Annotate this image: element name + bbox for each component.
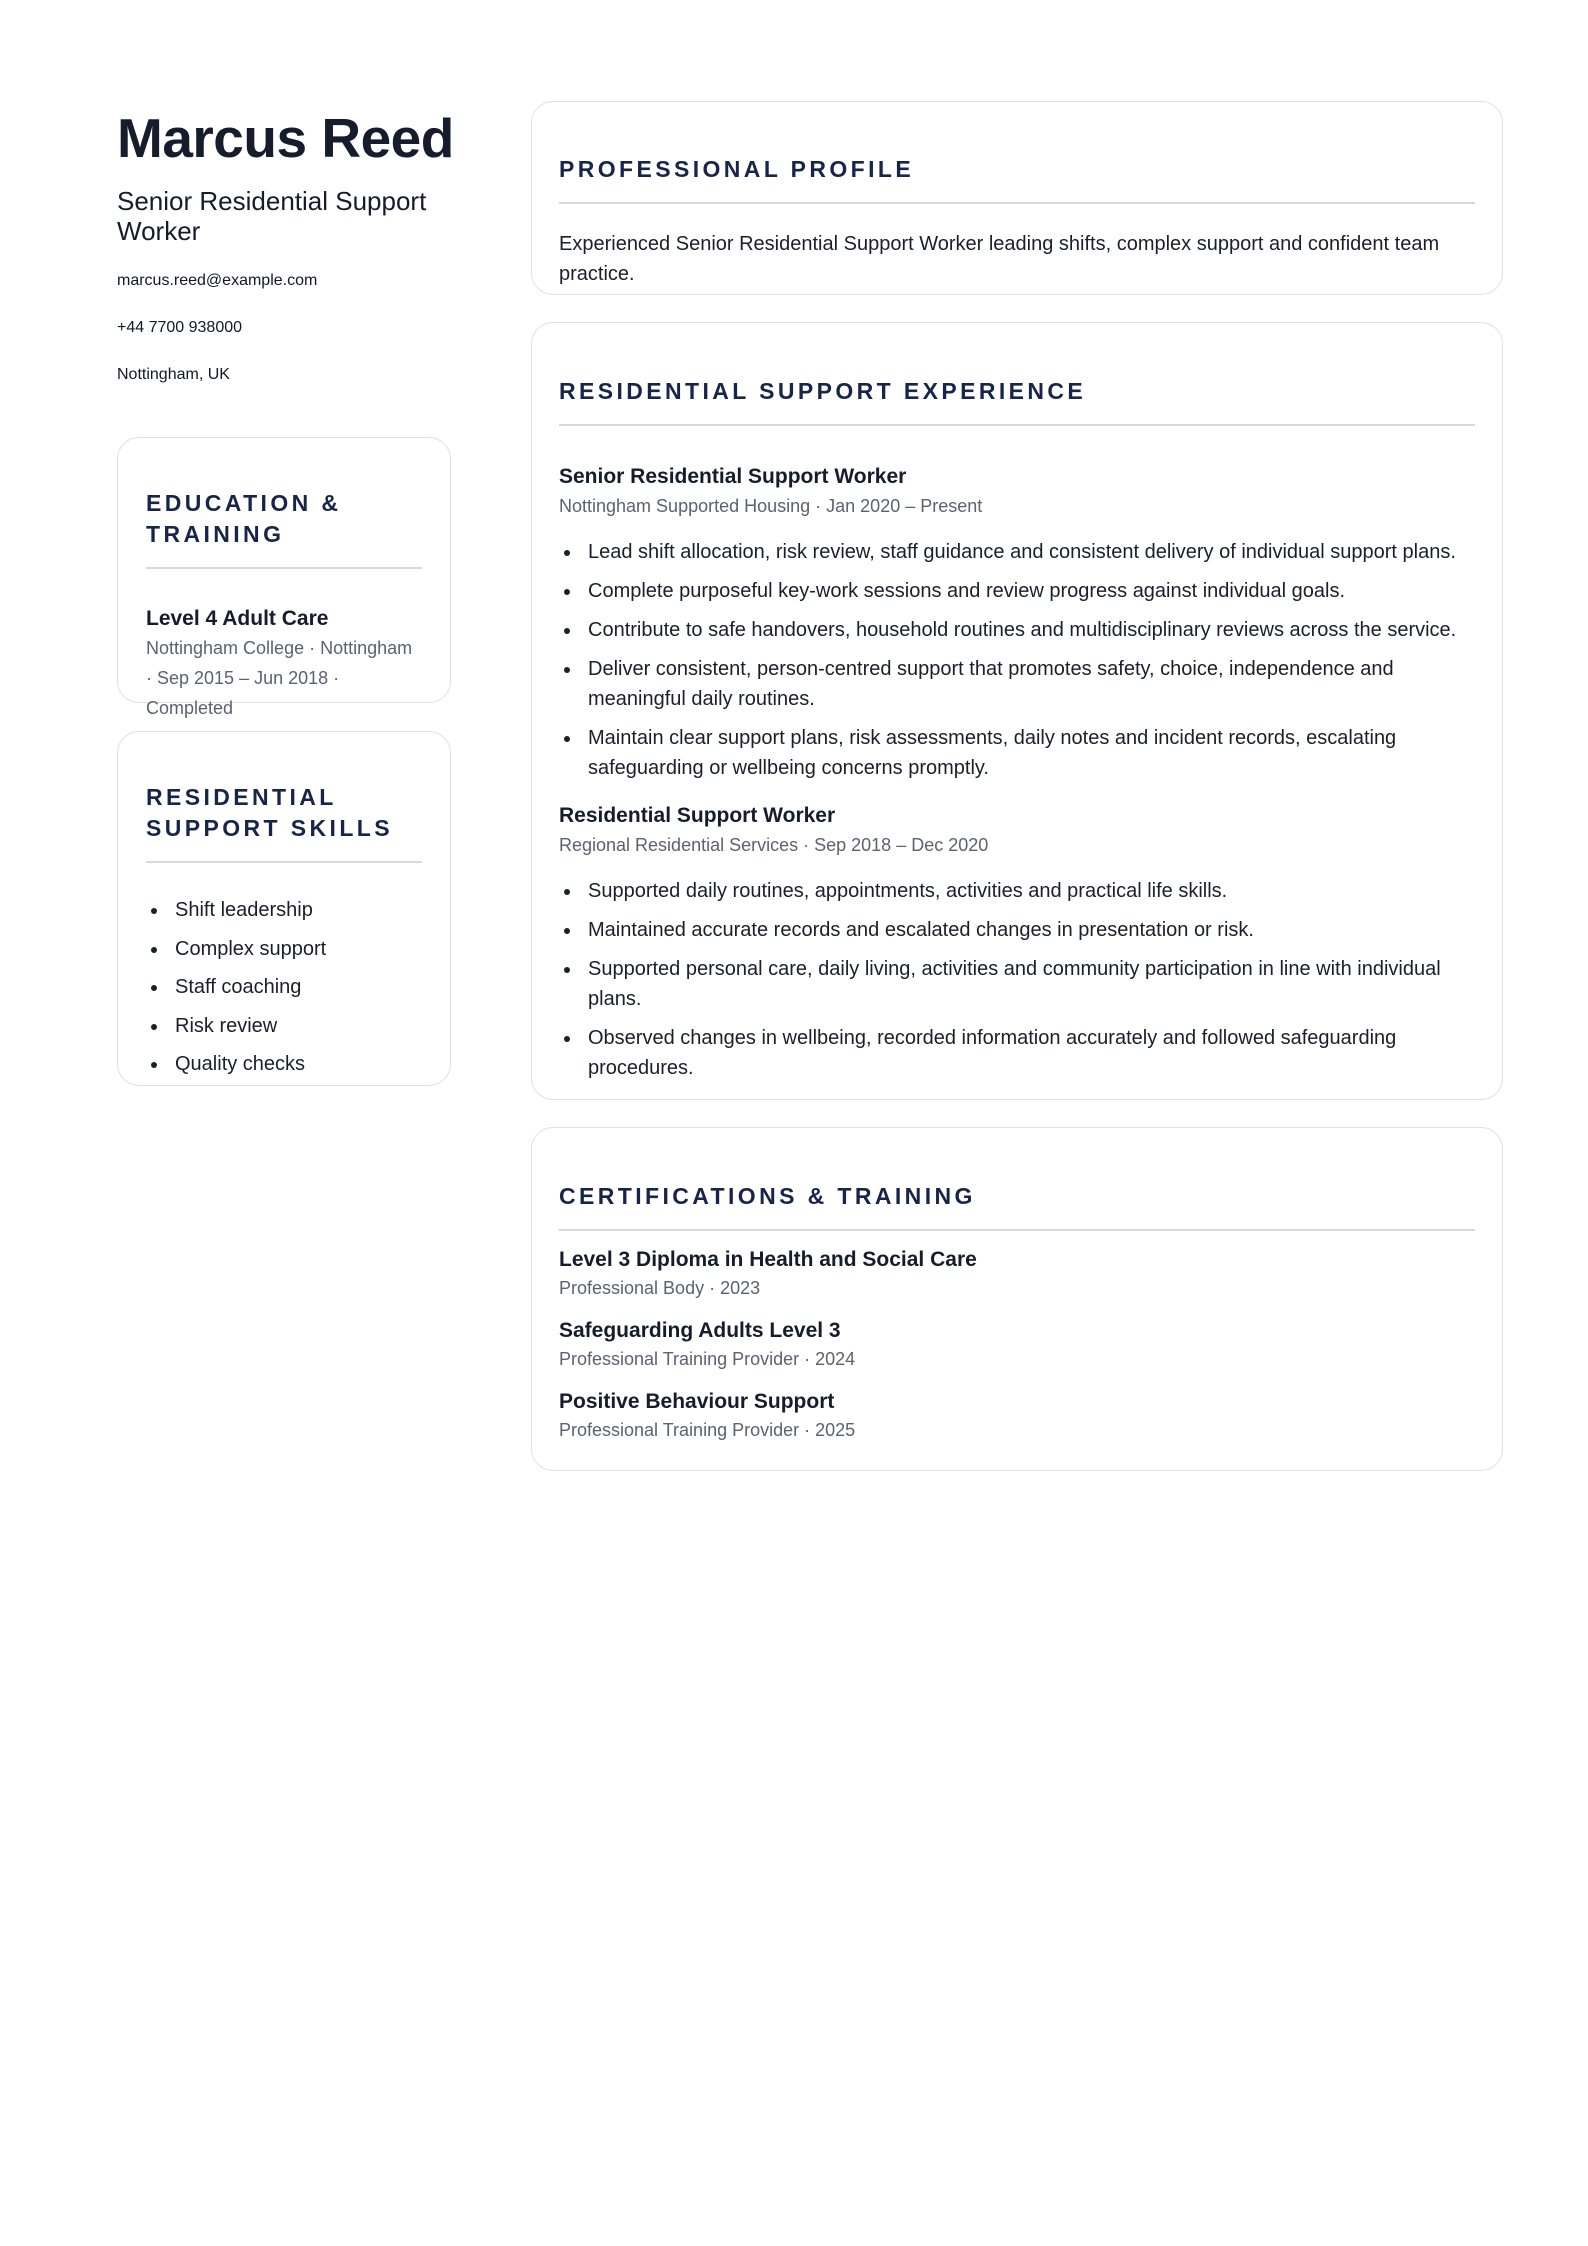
experience-card — [531, 322, 1503, 1100]
job-role: Senior Residential Support Worker — [559, 465, 907, 488]
education-meta: Nottingham College · Nottingham · Sep 2015 – Jun 2018 · Completed — [146, 638, 413, 718]
job-meta: Regional Residential Services · Sep 2018 – Dec 2020 — [559, 835, 989, 855]
certifications-card — [531, 1127, 1503, 1471]
contact-email[interactable]: marcus.reed@example.com — [117, 272, 318, 289]
certification-name: Safeguarding Adults Level 3 — [559, 1319, 841, 1342]
education-entry — [146, 605, 422, 723]
certification-meta: Professional Training Provider · 2025 — [559, 1420, 856, 1440]
education-degree: Level 4 Adult Care — [146, 607, 329, 630]
experience-title: RESIDENTIAL SUPPORT EXPERIENCE — [559, 378, 1087, 404]
profile-summary: Experienced Senior Residential Support Worker leading shifts, complex support and confident team practice. — [559, 233, 1440, 285]
section-divider — [559, 1229, 1475, 1231]
profile-title: PROFESSIONAL PROFILE — [559, 156, 915, 182]
certification-item — [559, 1388, 1475, 1444]
job-bullet: Maintained accurate records and escalated changes in presentation or risk. — [559, 915, 1475, 945]
section-divider — [559, 424, 1475, 426]
skill-item: Staff coaching — [146, 972, 422, 1002]
skill-item: Shift leadership — [146, 895, 422, 925]
certification-name: Level 3 Diploma in Health and Social Care — [559, 1248, 977, 1271]
sidebar — [117, 104, 454, 1086]
candidate-name: Marcus Reed — [117, 107, 454, 169]
contact-phone[interactable]: +44 7700 938000 — [117, 319, 243, 336]
contact-location: Nottingham, UK — [117, 366, 230, 383]
job-bullet: Supported daily routines, appointments, activities and practical life skills. — [559, 876, 1475, 906]
skill-item: Risk review — [146, 1011, 422, 1041]
job-meta: Nottingham Supported Housing · Jan 2020 – Present — [559, 496, 983, 516]
job-entry — [559, 463, 1475, 783]
job-entry — [559, 802, 1475, 1083]
section-divider — [146, 861, 422, 863]
certification-meta: Professional Body · 2023 — [559, 1278, 761, 1298]
certification-item — [559, 1317, 1475, 1373]
certification-name: Positive Behaviour Support — [559, 1390, 835, 1413]
job-role: Residential Support Worker — [559, 804, 836, 827]
certifications-title: CERTIFICATIONS & TRAINING — [559, 1183, 976, 1209]
main-content — [531, 101, 1503, 1471]
education-title: EDUCATION & TRAINING — [146, 490, 342, 547]
skills-title: RESIDENTIAL SUPPORT SKILLS — [146, 784, 393, 841]
job-bullet: Deliver consistent, person-centred support that promotes safety, choice, independence and meaningful daily routines. — [559, 654, 1475, 714]
contact-block — [117, 270, 451, 386]
job-bullet: Supported personal care, daily living, activities and community participation in line with individual plans. — [559, 954, 1475, 1014]
skill-item: Quality checks — [146, 1049, 422, 1079]
job-bullets — [559, 537, 1475, 783]
education-card — [117, 437, 451, 718]
skills-list — [146, 895, 422, 1079]
certification-meta: Professional Training Provider · 2024 — [559, 1349, 856, 1369]
job-bullets — [559, 876, 1475, 1083]
skills-card — [117, 731, 451, 1086]
certification-item — [559, 1246, 1475, 1302]
section-divider — [146, 567, 422, 569]
job-bullet: Lead shift allocation, risk review, staff guidance and consistent delivery of individual support plans. — [559, 537, 1475, 567]
skill-item: Complex support — [146, 934, 422, 964]
candidate-headline: Senior Residential Support Worker — [117, 186, 427, 246]
job-bullet: Contribute to safe handovers, household routines and multidisciplinary reviews across the service. — [559, 615, 1475, 645]
job-bullet: Observed changes in wellbeing, recorded information accurately and followed safeguarding procedures. — [559, 1023, 1475, 1083]
profile-card — [531, 101, 1503, 295]
job-bullet: Complete purposeful key-work sessions and review progress against individual goals. — [559, 576, 1475, 606]
job-bullet: Maintain clear support plans, risk assessments, daily notes and incident records, escalating safeguarding or wellbeing concerns promptly. — [559, 723, 1475, 783]
section-divider — [559, 202, 1475, 204]
